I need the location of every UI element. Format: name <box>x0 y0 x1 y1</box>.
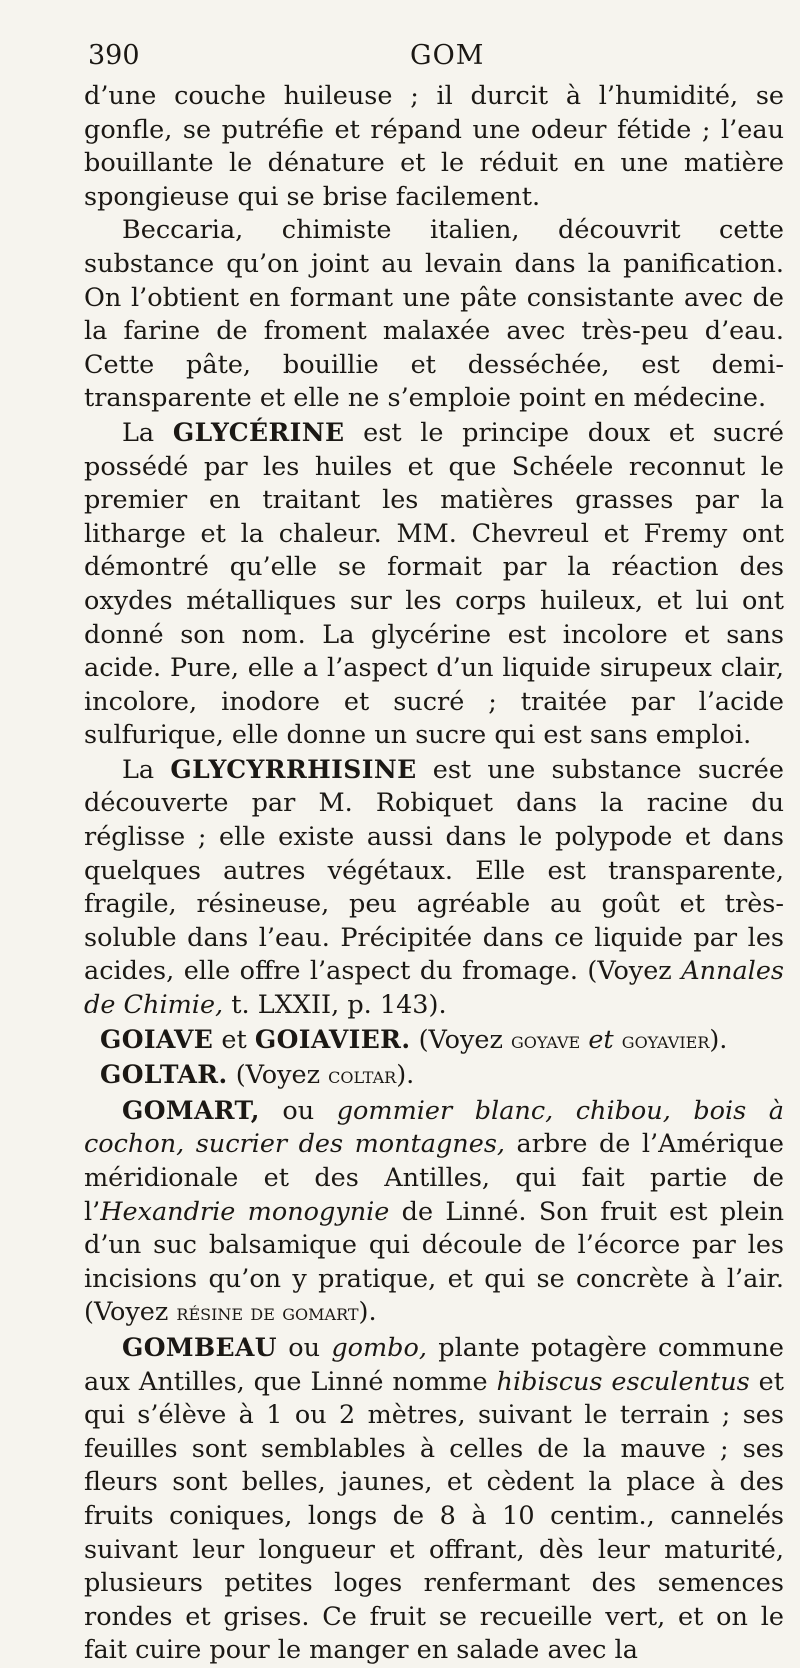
entry-citation-ref: t. LXXII, p. 143). <box>223 990 447 1021</box>
cross-reference: coltar <box>328 1063 397 1090</box>
entry-text: et <box>213 1024 255 1055</box>
entry-goiave <box>84 1023 784 1059</box>
entry-classification: Hexandrie monogynie <box>100 1196 390 1227</box>
entry-text: plante potagère commune aux Antilles, que Linné nomme <box>84 1332 784 1397</box>
entry-gombeau <box>84 1331 784 1668</box>
entry-text: ). <box>396 1060 415 1091</box>
entry-text: (Voyez <box>227 1060 329 1091</box>
entry-text: ou <box>259 1095 337 1126</box>
entry-text: et qui s’élève à 1 ou 2 mètres, suivant le terrain ; ses feuilles sont semblables à celles de la mauve ; ses fleurs sont belles, jaunes, et cèdent la place à des fruits coniques, longs de 8 à 10 centim., cannelés suivant leur longueur et offrant, dès leur maturité, plusieurs petites loges renfermant des semences rondes et grises. Ce fruit se recueille vert, et on le fait cuire pour le manger en salade avec la <box>84 1366 784 1666</box>
entry-text: est le principe doux et sucré possédé par les huiles et que Schéele reconnut le premier en traitant les matières grasses par la litharge et la chaleur. MM. Chevreul et Fremy ont démontré qu’elle se formait par la réaction des oxydes métalliques sur les corps huileux, et lui ont donné son nom. La glycérine est incolore et sans acide. Pure, elle a l’aspect d’un liquide sirupeux clair, incolore, inodore et sucré ; traitée par l’acide sulfurique, elle donne un sucre qui est sans emploi. <box>84 417 784 751</box>
cross-reference: goyavier <box>621 1027 710 1054</box>
entry-citation-title: Annales de Chimie, <box>84 956 784 1021</box>
entry-glycerine <box>84 416 784 753</box>
entry-term: GLYCÉRINE <box>172 417 345 447</box>
entry-text: ou <box>277 1332 332 1363</box>
entry-text: ). <box>358 1297 377 1328</box>
entry-term: GOIAVE <box>100 1024 214 1054</box>
cross-reference: résine de gomart <box>176 1300 359 1327</box>
entry-text: (Voyez <box>410 1024 511 1055</box>
entry-text: de Linné. Son fruit est plein d’un suc balsamique qui découle de l’écorce par les incisions qu’on y pratique, et qui se concrète à l’air. (Voyez <box>84 1196 784 1328</box>
entry-text: et <box>580 1024 622 1055</box>
entry-synonym: gombo, <box>331 1332 427 1363</box>
paragraph-continuation: d’une couche huileuse ; il durcit à l’humidité, se gonfle, se putréfie et répand une odeur fétide ; l’eau bouillante le dénature et le réduit en une matière spongieuse qui se brise facilement. <box>84 81 784 212</box>
paragraph-beccaria: Beccaria, chimiste italien, découvrit cette substance qu’on joint au levain dans la panification. On l’obtient en formant une pâte consistante avec de la farine de froment malaxée avec très-peu d’eau. Cette pâte, bouillie et desséchée, est demi-transparente et elle ne s’emploie point en médecine. <box>84 215 784 414</box>
entry-term: GOMART, <box>122 1095 260 1125</box>
entry-lead: La <box>122 754 171 785</box>
entry-text: est une substance sucrée découverte par M. Robiquet dans la racine du réglisse ; elle existe aussi dans le polypode et dans quelques autres végétaux. Elle est transparente, fragile, résineuse, peu agréable au goût et très-soluble dans l’eau. Précipitée dans ce liquide par les acides, elle offre l’aspect du fromage. (Voyez <box>84 754 784 987</box>
entry-term: GOLTAR. <box>100 1060 228 1090</box>
page-body <box>84 80 784 1668</box>
entry-latin-name: hibiscus esculentus <box>496 1366 750 1397</box>
entry-synonyms: gommier blanc, chibou, bois à cochon, sucrier des montagnes, <box>84 1095 784 1160</box>
entry-lead: La <box>122 417 173 448</box>
cross-reference: goyave <box>511 1027 581 1054</box>
entry-term: GLYCYRRHISINE <box>170 754 417 784</box>
entry-gomart <box>84 1094 784 1331</box>
page-number: 390 <box>88 40 140 71</box>
entry-glycyrrhisine <box>84 753 784 1023</box>
entry-goltar <box>84 1058 784 1094</box>
running-head: GOM <box>410 40 485 71</box>
entry-text: ). <box>709 1024 728 1055</box>
entry-text: arbre de l’Amérique méridionale et des Antilles, qui fait partie de l’ <box>84 1129 784 1227</box>
entry-term: GOMBEAU <box>122 1332 277 1362</box>
entry-term: GOIAVIER. <box>254 1024 411 1054</box>
